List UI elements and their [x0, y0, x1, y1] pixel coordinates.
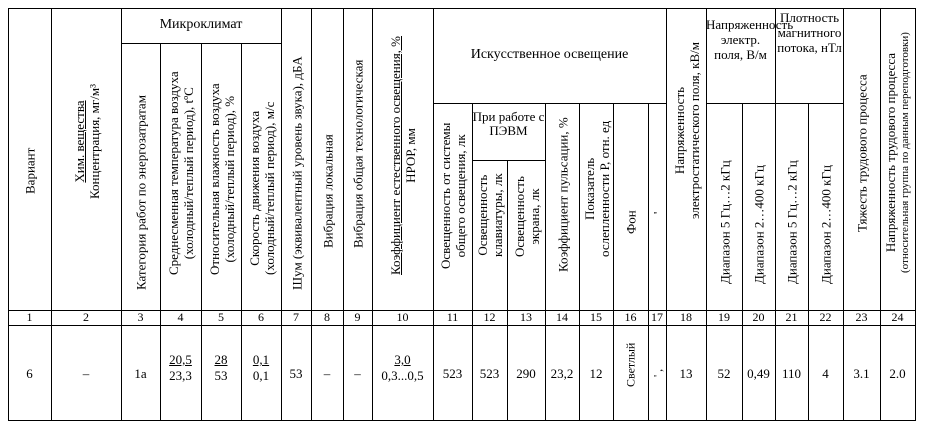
cell-air-speed-num: 0,1 — [252, 352, 270, 367]
column-number: 17 — [651, 310, 663, 324]
hdr-illum-keyboard-sub: клавиатуры, лк — [490, 173, 505, 257]
rule-bottom — [8, 420, 915, 421]
cell-air-speed — [241, 352, 281, 384]
hdr-blindness-sub: ослепленности Р, отн. ед — [596, 120, 612, 257]
cell-air-speed-den: 0,1 — [252, 368, 270, 383]
hdr-m-low-text: Диапазон 5 Гц…2 кГц — [784, 160, 800, 284]
cell-vib-general: – — [354, 366, 361, 381]
hdr-illum-keyboard-text — [475, 173, 505, 257]
cell-kei-den: 0,3...0,5 — [381, 368, 424, 383]
cell-humidity-num: 28 — [214, 352, 228, 367]
cell-kei — [372, 352, 433, 384]
hdr-col17 — [649, 104, 666, 309]
hdr-e-high — [743, 104, 775, 309]
efield-header — [706, 17, 794, 62]
cell-variant: 6 — [26, 366, 33, 381]
cell-intensity: 2.0 — [889, 366, 906, 381]
hdr-col17-text: ' — [650, 211, 665, 214]
hdr-m-high — [809, 104, 843, 309]
hdr-kei-sub: НРОР, мм — [403, 128, 418, 183]
hdr-chem-name: Хим. вещества — [71, 100, 87, 183]
cell-illum-screen: 290 — [516, 366, 536, 381]
cell-temp-num: 20,5 — [169, 352, 192, 367]
hdr-humidity-main: Относительная влажность воздуха — [206, 83, 222, 275]
hdr-variant-text: Вариант — [22, 147, 38, 194]
hdr-illum-screen — [508, 161, 545, 309]
column-number: 12 — [483, 310, 496, 324]
hdr-intensity-sub: (относительная группа по данным переподготовки) — [899, 32, 911, 273]
hdr-illum-screen-text — [512, 176, 542, 257]
column-number: 20 — [752, 310, 765, 324]
hdr-intensity-text — [883, 32, 913, 273]
hdr-air-speed-text — [247, 102, 277, 275]
hdr-variant — [9, 9, 51, 309]
column-number: 6 — [258, 310, 264, 324]
hdr-background-text: Фон — [623, 210, 639, 234]
hdr-noise-text: Шум (эквивалентный уровень звука), дБА — [289, 56, 304, 290]
hdr-temp-main: Среднесменная температура воздуха — [166, 71, 181, 275]
hdr-chem-text — [72, 84, 102, 199]
hdr-intensity-main: Напряженность трудового процесса — [883, 52, 898, 253]
col-border-24 — [915, 8, 916, 421]
hdr-illum-general-sub: общего освещения, лк — [453, 134, 468, 258]
hdr-temp — [161, 44, 201, 309]
cell-illum-keyboard: 523 — [479, 366, 500, 381]
hdr-chem-conc: Концентрация, мг/м³ — [86, 84, 102, 199]
column-number: 24 — [891, 310, 904, 324]
rule-top — [8, 8, 915, 9]
cell-kei-num: 3,0 — [394, 352, 411, 367]
hdr-e-high-text: Диапазон 2…400 кГц — [751, 165, 767, 284]
cell-noise: 53 — [289, 366, 303, 381]
hdr-vib-general — [344, 9, 372, 309]
hdr-vib-general-text: Вибрация общая технологическая — [350, 59, 366, 248]
hdr-pulsation-text: Коэффициент пульсации, % — [555, 117, 570, 272]
cell-background — [614, 326, 648, 420]
cell-humidity-den: 53 — [214, 368, 228, 383]
hdr-air-speed-sub: (холодный/теплый период), м/с — [261, 101, 277, 275]
hdr-electrostatic-main: Напряженность — [671, 86, 687, 175]
column-number: 10 — [396, 310, 409, 324]
column-number: 18 — [680, 310, 692, 324]
microclimate-header: Микроклимат — [159, 17, 243, 32]
hdr-kei — [373, 9, 433, 309]
hdr-temp-sub: (холодный/теплый период), tºС — [181, 87, 196, 260]
column-number: 21 — [785, 310, 798, 324]
hdr-illum-keyboard-main: Освещенность — [475, 174, 490, 256]
hdr-severity — [844, 9, 880, 309]
hdr-kei-text — [388, 36, 418, 275]
cell-temp-den: 23,3 — [169, 368, 192, 383]
column-number: 7 — [293, 310, 299, 324]
hdr-e-low — [707, 104, 742, 309]
hdr-electrostatic-text — [672, 42, 702, 219]
hdr-m-low — [776, 104, 808, 309]
column-number: 4 — [177, 310, 184, 324]
hdr-air-speed — [242, 44, 281, 309]
column-number: 2 — [83, 310, 89, 324]
column-number: 1 — [26, 310, 33, 324]
cell-col17 — [649, 326, 666, 420]
hdr-kei-main: Коэффициент естественного освещения, % — [388, 35, 403, 275]
cell-m-low: 110 — [781, 366, 802, 381]
hdr-e-low-text: Диапазон 5 Гц…2 кГц — [717, 160, 732, 284]
hdr-m-high-text: Диапазон 2…400 кГц — [818, 165, 834, 284]
cell-pulsation: 23,2 — [550, 366, 574, 381]
hdr-noise — [282, 9, 311, 309]
hdr-air-speed-main: Скорость движения воздуха — [246, 110, 262, 266]
hdr-intensity — [881, 9, 915, 309]
hdr-temp-text — [166, 71, 196, 275]
cell-category: 1а — [134, 366, 147, 381]
hdr-illum-general-text — [438, 123, 468, 269]
column-number: 14 — [556, 310, 568, 324]
hdr-blindness-main: Показатель — [581, 157, 597, 220]
column-number: 3 — [137, 310, 144, 324]
hdr-humidity — [202, 44, 241, 309]
cell-vib-local: – — [323, 366, 331, 381]
hdr-category — [122, 44, 160, 309]
cell-col17-text: ' , — [650, 368, 664, 377]
hdr-severity-text: Тяжесть трудового процесса — [854, 74, 870, 232]
cell-chem: – — [82, 366, 90, 381]
artificial-light-header: Искусственное освещение — [470, 47, 629, 62]
hdr-electrostatic-sub: электростатического поля, кВ/м — [686, 42, 702, 219]
hdr-chem — [52, 9, 121, 309]
column-number: 15 — [590, 310, 602, 324]
column-number: 19 — [718, 310, 730, 324]
hdr-humidity-sub: (холодный/теплый период), % — [221, 95, 237, 263]
cell-blindness: 12 — [589, 366, 603, 381]
hdr-pulsation — [546, 104, 579, 309]
cell-illum-general: 523 — [442, 366, 463, 381]
hdr-humidity-text — [207, 83, 237, 275]
hdr-background — [614, 104, 648, 309]
cell-background-text: Светлый — [623, 342, 638, 387]
cell-severity: 3.1 — [853, 366, 870, 381]
mflux-header — [776, 10, 843, 55]
column-number: 5 — [218, 310, 224, 324]
cell-m-high: 4 — [822, 366, 829, 381]
hdr-vib-local-text: Вибрация локальная — [320, 134, 335, 248]
hdr-blindness-text — [582, 121, 612, 257]
hdr-illum-general — [434, 104, 472, 309]
pc-work-header — [472, 110, 545, 138]
cell-electrostatic: 13 — [679, 366, 693, 381]
hdr-illum-general-main: Освещенность от системы — [438, 122, 453, 269]
cell-temp — [160, 352, 201, 384]
mflux-label: Плотность магнитного потока, нТл — [777, 10, 842, 55]
column-number: 16 — [624, 310, 637, 324]
hdr-category-text: Категория работ по энергозатратам — [133, 95, 149, 290]
column-number: 22 — [819, 310, 832, 324]
column-number: 8 — [324, 310, 330, 324]
hdr-blindness — [580, 104, 613, 309]
cell-e-high: 0,49 — [747, 366, 770, 381]
column-number: 9 — [354, 310, 361, 324]
cell-humidity — [201, 352, 241, 384]
hdr-vib-local — [312, 9, 343, 309]
cell-e-low: 52 — [717, 366, 731, 381]
column-number: 23 — [855, 310, 868, 324]
hdr-illum-screen-main: Освещенность — [511, 176, 527, 257]
pc-work-label: При работе с ПЭВМ — [472, 109, 545, 138]
hdr-illum-keyboard — [473, 161, 507, 309]
hdr-electrostatic — [667, 9, 706, 309]
efield-label: Напряженность электр. поля, В/м — [706, 17, 794, 62]
hdr-illum-screen-sub: экрана, лк — [526, 188, 542, 245]
column-number: 11 — [446, 310, 459, 324]
column-number: 13 — [520, 310, 532, 324]
rule-numbers-bottom — [8, 325, 915, 326]
